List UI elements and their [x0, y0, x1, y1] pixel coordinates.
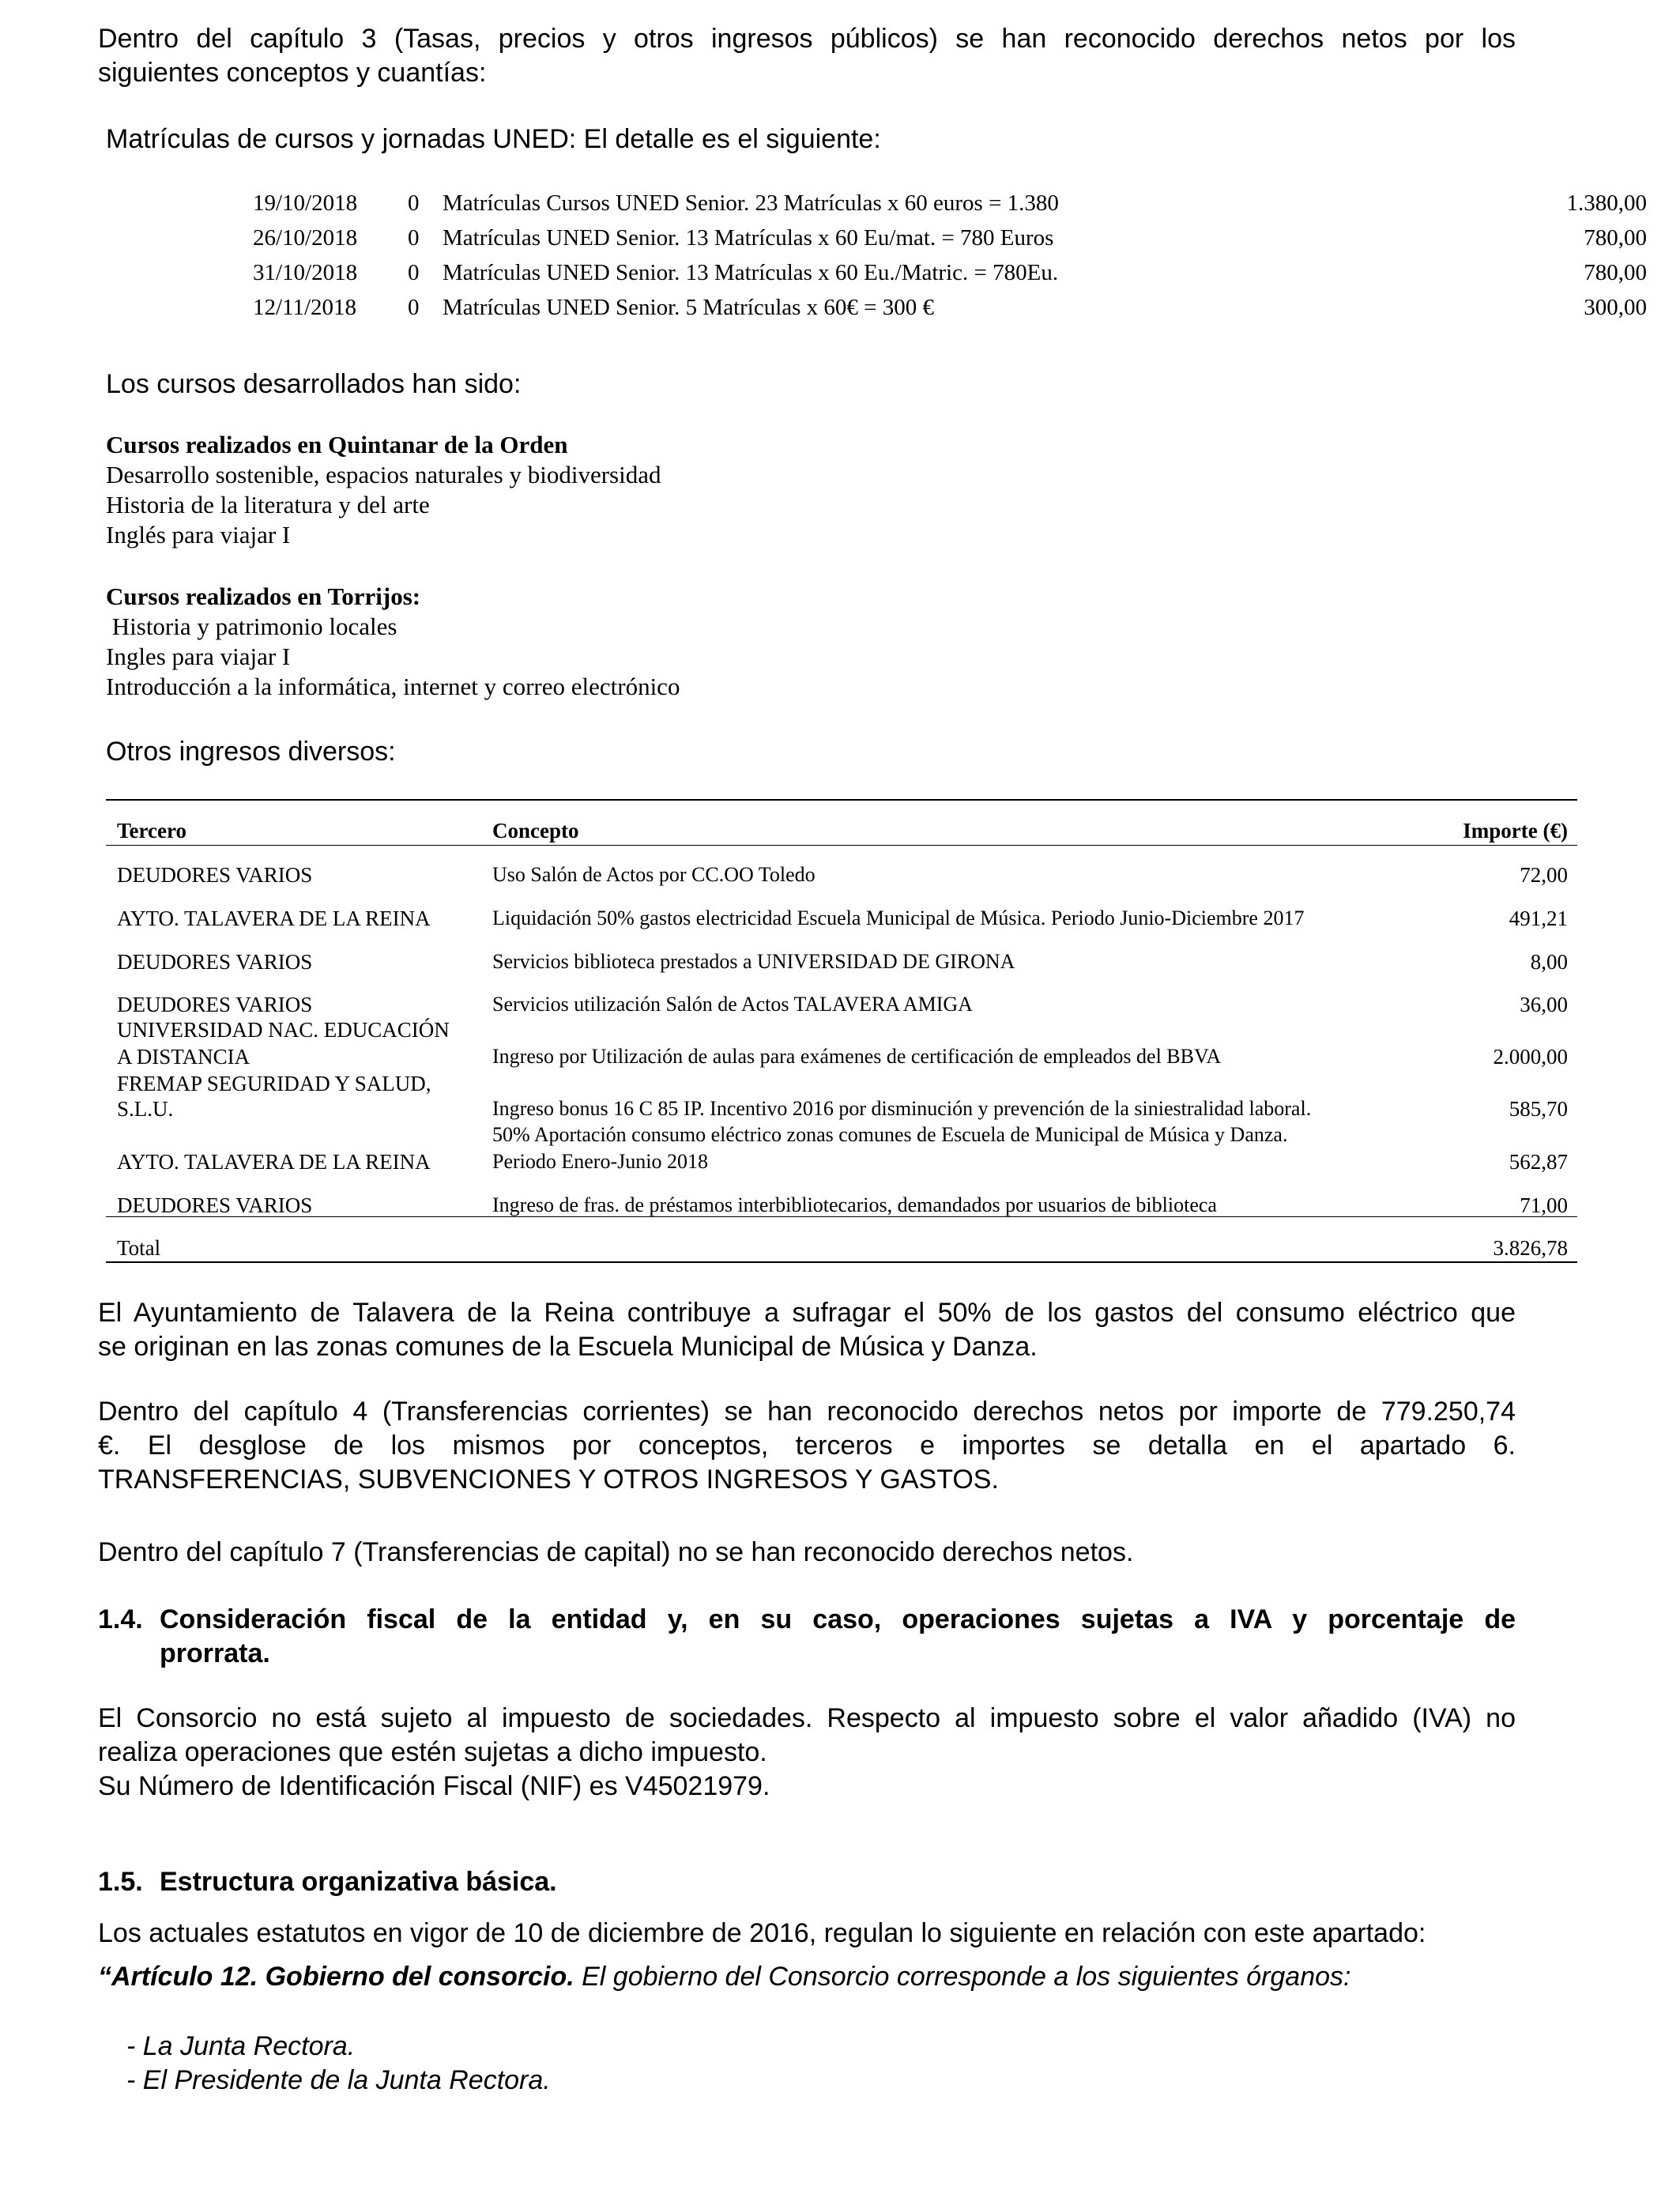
consorcio-line-1: El Consorcio no está sujeto al impuesto de sociedades. Respecto al impuesto sobre el valor añadido (IVA) no: [98, 1703, 1516, 1733]
section-1-4-number: 1.4.: [98, 1604, 143, 1634]
quintanar-course-3: Inglés para viajar I: [106, 521, 291, 548]
table-top-rule: [106, 799, 1577, 801]
col-header-importe: Importe (€): [1463, 819, 1568, 843]
row-concepto: Periodo Enero-Junio 2018: [492, 1150, 708, 1173]
capitulo4-line-3: TRANSFERENCIAS, SUBVENCIONES Y OTROS INGRESOS Y GASTOS.: [98, 1465, 999, 1495]
matricula-concept: Matrículas Cursos UNED Senior. 23 Matrículas x 60 euros = 1.380: [443, 190, 1059, 216]
otros-heading: Otros ingresos diversos:: [106, 737, 396, 767]
row-importe: 491,21: [1509, 907, 1568, 930]
quintanar-heading: Cursos realizados en Quintanar de la Orden: [106, 431, 568, 458]
matricula-amount: 300,00: [1584, 295, 1647, 320]
table-bottom-rule: [106, 1261, 1577, 1263]
row-tercero: DEUDORES VARIOS: [117, 993, 313, 1016]
matricula-row: [253, 221, 1647, 255]
torrijos-course-2: Ingles para viajar I: [106, 643, 291, 670]
matricula-concept: Matrículas UNED Senior. 5 Matrículas x 60€ = 300 €: [443, 295, 935, 320]
row-concepto: Servicios biblioteca prestados a UNIVERSIDAD DE GIRONA: [492, 950, 1015, 973]
capitulo4-line-1: Dentro del capítulo 4 (Transferencias corrientes) se han reconocido derechos netos por importe de 779.250,74: [98, 1397, 1516, 1427]
organo-item-1: - La Junta Rectora.: [126, 2031, 356, 2061]
row-importe: 72,00: [1520, 863, 1568, 887]
row-tercero: AYTO. TALAVERA DE LA REINA: [117, 1150, 431, 1174]
matricula-date: 26/10/2018: [253, 225, 358, 251]
row-importe: 8,00: [1530, 950, 1568, 974]
matricula-concept: Matrículas UNED Senior. 13 Matrículas x 60 Eu/mat. = 780 Euros: [443, 225, 1054, 251]
row-importe: 2.000,00: [1493, 1045, 1568, 1069]
table-total-rule: [106, 1216, 1577, 1217]
ayuntamiento-line-1: El Ayuntamiento de Talavera de la Reina contribuye a sufragar el 50% de los gastos del consumo eléctrico que: [98, 1298, 1516, 1328]
row-concepto: Ingreso por Utilización de aulas para exámenes de certificación de empleados del BBVA: [492, 1045, 1222, 1068]
row-concepto: Ingreso de fras. de préstamos interbibliotecarios, demandados por usuarios de biblioteca: [492, 1193, 1217, 1216]
matricula-code: 0: [408, 225, 420, 251]
cursos-intro: Los cursos desarrollados han sido:: [106, 369, 522, 399]
matricula-date: 31/10/2018: [253, 260, 358, 285]
row-concepto: Liquidación 50% gastos electricidad Escuela Municipal de Música. Periodo Junio-Diciembre 2017: [492, 907, 1305, 929]
row-importe: 71,00: [1520, 1193, 1568, 1217]
matricula-amount: 780,00: [1584, 260, 1647, 285]
articulo-12-title: “Artículo 12. Gobierno del consorcio.: [98, 1962, 574, 1992]
row-tercero: S.L.U.: [117, 1097, 174, 1121]
intro-line-1: Dentro del capítulo 3 (Tasas, precios y otros ingresos públicos) se han reconocido derechos netos por los: [98, 24, 1516, 54]
row-tercero: DEUDORES VARIOS: [117, 950, 313, 974]
row-importe: 36,00: [1520, 993, 1568, 1016]
row-tercero: DEUDORES VARIOS: [117, 863, 313, 887]
col-header-concepto: Concepto: [492, 819, 579, 843]
estatutos-paragraph: Los actuales estatutos en vigor de 10 de diciembre de 2016, regulan lo siguiente en relación con este apartado:: [98, 1918, 1426, 1948]
organo-item-2: - El Presidente de la Junta Rectora.: [126, 2065, 551, 2095]
row-concepto: 50% Aportación consumo eléctrico zonas comunes de Escuela de Municipal de Música y Danza.: [492, 1123, 1288, 1146]
capitulo4-line-2: €. El desglose de los mismos por conceptos, terceros e importes se detalla en el apartado 6.: [98, 1431, 1516, 1461]
intro-line-2: siguientes conceptos y cuantías:: [98, 58, 487, 88]
section-1-5-title: Estructura organizativa básica.: [160, 1867, 557, 1897]
torrijos-heading: Cursos realizados en Torrijos:: [106, 582, 421, 610]
row-tercero: UNIVERSIDAD NAC. EDUCACIÓN: [117, 1018, 450, 1042]
row-concepto: Servicios utilización Salón de Actos TALAVERA AMIGA: [492, 993, 973, 1016]
ayuntamiento-paragraph: [98, 1296, 1516, 1364]
consorcio-line-3: Su Número de Identificación Fiscal (NIF) es V45021979.: [98, 1771, 770, 1801]
ayuntamiento-line-2: se originan en las zonas comunes de la Escuela Municipal de Música y Danza.: [98, 1332, 1038, 1362]
torrijos-course-1: Historia y patrimonio locales: [106, 613, 397, 640]
matricula-row: [253, 290, 1647, 325]
total-value: 3.826,78: [1493, 1236, 1568, 1260]
matricula-code: 0: [408, 260, 420, 285]
quintanar-course-1: Desarrollo sostenible, espacios naturales y biodiversidad: [106, 461, 661, 488]
capitulo4-paragraph: [98, 1395, 1516, 1497]
intro-paragraph: [98, 22, 1516, 90]
matricula-code: 0: [408, 190, 420, 216]
matricula-date: 19/10/2018: [253, 190, 358, 216]
matricula-amount: 1.380,00: [1566, 190, 1647, 216]
col-header-tercero: Tercero: [117, 819, 186, 843]
table-header-rule: [106, 845, 1577, 846]
matricula-concept: Matrículas UNED Senior. 13 Matrículas x 60 Eu./Matric. = 780Eu.: [443, 260, 1059, 285]
row-importe: 585,70: [1509, 1097, 1568, 1121]
matricula-date: 12/11/2018: [253, 295, 357, 320]
matricula-row: [253, 186, 1647, 221]
row-concepto: Ingreso bonus 16 C 85 IP. Incentivo 2016 por disminución y prevención de la siniestralidad laboral.: [492, 1097, 1312, 1120]
matriculas-heading: Matrículas de cursos y jornadas UNED: El detalle es el siguiente:: [106, 124, 881, 154]
section-1-4-title-line-1: Consideración fiscal de la entidad y, en su caso, operaciones sujetas a IVA y porcentaje de: [160, 1604, 1516, 1634]
row-concepto: Uso Salón de Actos por CC.OO Toledo: [492, 863, 816, 886]
quintanar-course-2: Historia de la literatura y del arte: [106, 491, 430, 518]
articulo-12-text: El gobierno del Consorcio corresponde a los siguientes órganos:: [574, 1962, 1351, 1992]
matricula-amount: 780,00: [1584, 225, 1647, 251]
row-tercero: AYTO. TALAVERA DE LA REINA: [117, 907, 431, 930]
matricula-row: [253, 255, 1647, 290]
row-tercero: DEUDORES VARIOS: [117, 1193, 313, 1217]
total-label: Total: [117, 1236, 161, 1260]
consorcio-line-2: realiza operaciones que estén sujetas a dicho impuesto.: [98, 1737, 767, 1767]
capitulo7-paragraph: Dentro del capítulo 7 (Transferencias de capital) no se han reconocido derechos netos.: [98, 1537, 1134, 1567]
section-1-5-number: 1.5.: [98, 1867, 143, 1897]
articulo-12: [98, 1960, 1350, 1994]
section-1-4-title-line-2: prorrata.: [160, 1638, 270, 1668]
row-tercero: FREMAP SEGURIDAD Y SALUD,: [117, 1072, 431, 1095]
consorcio-paragraph: [98, 1702, 1516, 1804]
row-tercero: A DISTANCIA: [117, 1045, 250, 1069]
matricula-code: 0: [408, 295, 420, 320]
torrijos-course-3: Introducción a la informática, internet y correo electrónico: [106, 673, 680, 700]
row-importe: 562,87: [1509, 1150, 1568, 1174]
